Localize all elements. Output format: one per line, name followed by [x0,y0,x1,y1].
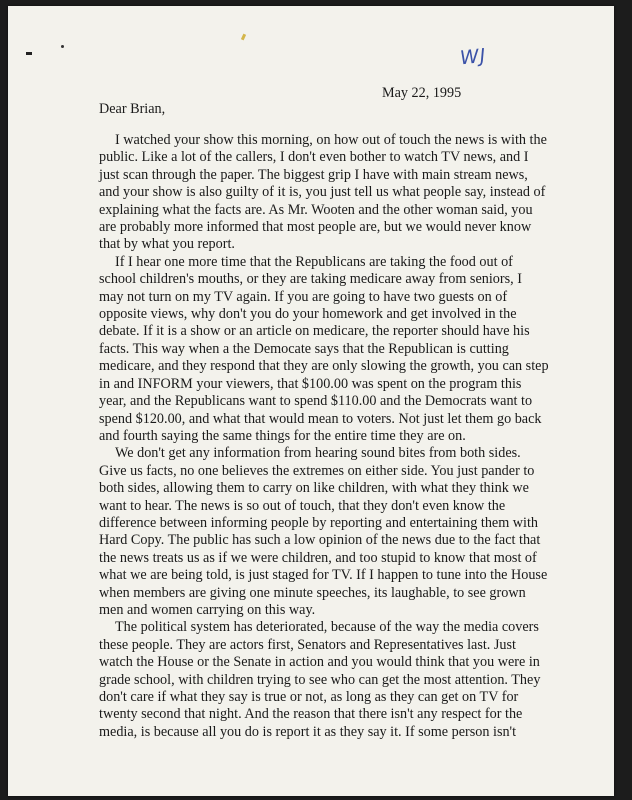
paragraph-4: The political system has deteriorated, because of the way the media covers these people. They are actors first, Senators and Representatives last. Just watch the House or the Senate in action and you would think that you were in grade school, with children trying to see who can get the most attention. They don't care if what they say is true or not, as long as they can get on TV for twenty second that night. And the reason that there isn't any respect for the media, is because all you do is report it as they say it. If some person isn't [99,619,541,740]
paragraph-1: I watched your show this morning, on how out of touch the news is with the public. Like a lot of the callers, I don't even bother to watch TV news, and I just scan through the paper. The biggest grip I have with main stream news, and your show is also guilty of it is, you just tell us what people say, instead of explaining what the facts are. As Mr. Wooten and the other woman said, you are probably more informed that most people are, but we would never know that by what you report. [99,132,547,253]
stray-tick [241,34,246,41]
letter-page [8,6,614,796]
paragraph-3: We don't get any information from hearing sound bites from both sides. Give us facts, no one believes the extremes on either side. You just pander to both sides, allowing them to carry on like children, with what they think we want to hear. The news is so out of touch, that they don't even know the difference between informing people by reporting and entertaining them with Hard Copy. The public has such a low opinion of the news due to the fact that the news treats us as if we were children, and too stupid to know that most of what we are being told, is just staged for TV. If I happen to tune into the House when members are giving one minute speeches, its laughable, to see grown men and women carrying on this way. [99,445,548,618]
letter-body [99,132,549,741]
stray-dot [61,45,64,48]
letter-date: May 22, 1995 [382,85,462,101]
stray-mark [26,52,32,55]
handwritten-initials: WJ [458,44,488,70]
salutation: Dear Brian, [99,101,166,117]
paragraph-2: If I hear one more time that the Republicans are taking the food out of school children's mouths, or they are taking medicare away from seniors, I may not turn on my TV again. If you are going to have two guests on of opposite views, why don't you do your homework and get involved in the debate. If it is a show or an article on medicare, the reporter should have his facts. This way when a the Democate says that the Republican is cutting medicare, and they respond that they are only slowing the growth, you can step in and INFORM your viewers, that $100.00 was spent on the program this year, and the Republicans want to spend $110.00 and the Democrats want to spend $120.00, and what that would mean to voters. Not just let them go back and fourth saying the same things for the entire time they are on. [99,253,549,444]
